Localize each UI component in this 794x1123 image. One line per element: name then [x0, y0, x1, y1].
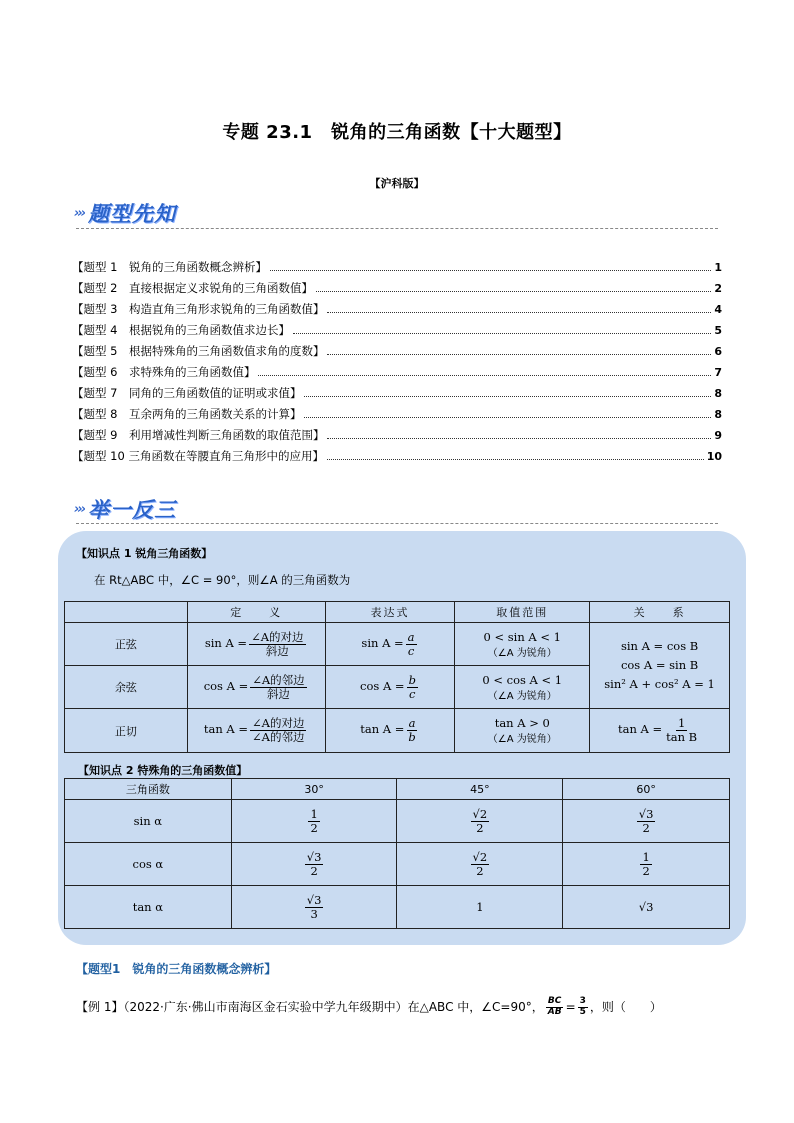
- value-fraction: $\frac{3}{5}$: [579, 996, 586, 1017]
- page-title: 专题 23.1 锐角的三角函数【十大题型】: [222, 122, 572, 143]
- toc-item[interactable]: [72, 259, 722, 280]
- value-cell: √3: [563, 886, 730, 929]
- banner-overview: [74, 198, 176, 228]
- divider: [76, 523, 718, 524]
- value-cell: $\frac{1}{2}$: [231, 800, 397, 843]
- triple-arrow-icon: ›››: [74, 205, 85, 221]
- table-header: 30°: [231, 779, 397, 800]
- special-angle-table: [64, 778, 730, 929]
- triple-arrow-icon: ›››: [74, 501, 85, 517]
- row-name: 正弦: [65, 623, 188, 666]
- trig-definition-table: [64, 601, 730, 753]
- ratio-fraction: $\frac{BC}{AB}$: [547, 996, 562, 1017]
- toc-page: 8: [714, 387, 722, 400]
- relation-cell: tan A = $\frac{1}{\text{tan B}}$: [590, 709, 730, 753]
- toc-item[interactable]: [72, 385, 722, 406]
- table-header: 表达式: [325, 602, 455, 623]
- value-cell: $\frac{1}{2}$: [563, 843, 730, 886]
- toc-label: 【题型 9 利用增减性判断三角函数的取值范围】: [72, 428, 325, 442]
- example-tail: ，则（ ）: [589, 999, 662, 1014]
- range-cell: 0 < sin A < 1 （∠A 为锐角）: [455, 623, 590, 666]
- toc-label: 【题型 6 求特殊角的三角函数值】: [72, 365, 256, 379]
- table-header: 45°: [397, 779, 563, 800]
- toc-page: 6: [714, 345, 722, 358]
- range-cell: tan A > 0 （∠A 为锐角）: [455, 709, 590, 753]
- toc-item[interactable]: [72, 364, 722, 385]
- toc-item[interactable]: [72, 322, 722, 343]
- toc-page: 5: [714, 324, 722, 337]
- table-header: 60°: [563, 779, 730, 800]
- function-name: sin α: [65, 800, 232, 843]
- example-question: 【例 1】（2022·广东·佛山市南海区金石实验中学九年级期中）在△ABC 中，∠C=90°， $\frac{BC}{AB}$ = $\frac{3}{5}$ ，则（ ）: [76, 996, 662, 1017]
- function-name: cos α: [65, 843, 232, 886]
- value-cell: $\frac{√2}{2}$: [397, 843, 563, 886]
- example-label: 【例 1】: [76, 999, 124, 1014]
- toc-page: 2: [714, 282, 722, 295]
- example-source: （2022·广东·佛山市南海区金石实验中学九年级期中）在△ABC 中，∠C=90°，: [123, 999, 544, 1014]
- toc-page: 7: [714, 366, 722, 379]
- toc-item[interactable]: [72, 427, 722, 448]
- range-cell: 0 < cos A < 1 （∠A 为锐角）: [455, 666, 590, 709]
- edition-label: 【沪科版】: [369, 177, 425, 190]
- table-header: 取值范围: [455, 602, 590, 623]
- divider: [76, 228, 718, 229]
- toc-label: 【题型 4 根据锐角的三角函数值求边长】: [72, 323, 290, 337]
- toc-label: 【题型 7 同角的三角函数值的证明或求值】: [72, 386, 302, 400]
- toc-item[interactable]: [72, 343, 722, 364]
- toc-page: 1: [714, 261, 722, 274]
- toc-item[interactable]: [72, 448, 722, 469]
- value-cell: $\frac{√2}{2}$: [397, 800, 563, 843]
- knowledge-intro: 在 Rt△ABC 中，∠C = 90°，则∠A 的三角函数为: [94, 573, 351, 587]
- banner-practice: [74, 494, 176, 524]
- value-cell: $\frac{√3}{3}$: [231, 886, 397, 929]
- knowledge-point-heading: 【知识点 1 锐角三角函数】: [76, 547, 213, 560]
- toc-label: 【题型 1 锐角的三角函数概念辨析】: [72, 260, 267, 274]
- table-header: 定 义: [187, 602, 325, 623]
- table-header: 三角函数: [65, 779, 232, 800]
- expression-cell: tan A = $\frac{a}{b}$: [325, 709, 455, 753]
- toc-label: 【题型 3 构造直角三角形求锐角的三角函数值】: [72, 302, 325, 316]
- table-of-contents: [72, 259, 722, 469]
- value-cell: $\frac{√3}{2}$: [231, 843, 397, 886]
- expression-cell: sin A = $\frac{a}{c}$: [325, 623, 455, 666]
- toc-label: 【题型 8 互余两角的三角函数关系的计算】: [72, 407, 302, 421]
- toc-label: 【题型 10 三角函数在等腰直角三角形中的应用】: [72, 449, 324, 463]
- toc-item[interactable]: [72, 280, 722, 301]
- expression-cell: cos A = $\frac{b}{c}$: [325, 666, 455, 709]
- toc-page: 4: [714, 303, 722, 316]
- row-name: 余弦: [65, 666, 188, 709]
- relation-cell: sin A = cos B cos A = sin B sin² A + cos² A = 1: [590, 623, 730, 709]
- value-cell: 1: [397, 886, 563, 929]
- toc-label: 【题型 5 根据特殊角的三角函数值求角的度数】: [72, 344, 325, 358]
- section-heading: 【题型1 锐角的三角函数概念辨析】: [76, 962, 277, 976]
- toc-page: 8: [714, 408, 722, 421]
- toc-label: 【题型 2 直接根据定义求锐角的三角函数值】: [72, 281, 313, 295]
- table-header: [65, 602, 188, 623]
- toc-page: 9: [714, 429, 722, 442]
- banner-title: 举一反三: [88, 498, 177, 522]
- toc-page: 10: [706, 450, 722, 463]
- toc-item[interactable]: [72, 301, 722, 322]
- definition-cell: sin A = $\frac{\text{∠A的对边}}{\text{斜边}}$: [187, 623, 325, 666]
- table-header: 关 系: [590, 602, 730, 623]
- value-cell: $\frac{√3}{2}$: [563, 800, 730, 843]
- definition-cell: cos A = $\frac{\text{∠A的邻边}}{\text{斜边}}$: [187, 666, 325, 709]
- knowledge-point-heading: 【知识点 2 特殊角的三角函数值】: [78, 764, 248, 777]
- definition-cell: tan A = $\frac{\text{∠A的对边}}{\text{∠A的邻边}}$: [187, 709, 325, 753]
- function-name: tan α: [65, 886, 232, 929]
- banner-title: 题型先知: [88, 202, 177, 226]
- row-name: 正切: [65, 709, 188, 753]
- toc-item[interactable]: [72, 406, 722, 427]
